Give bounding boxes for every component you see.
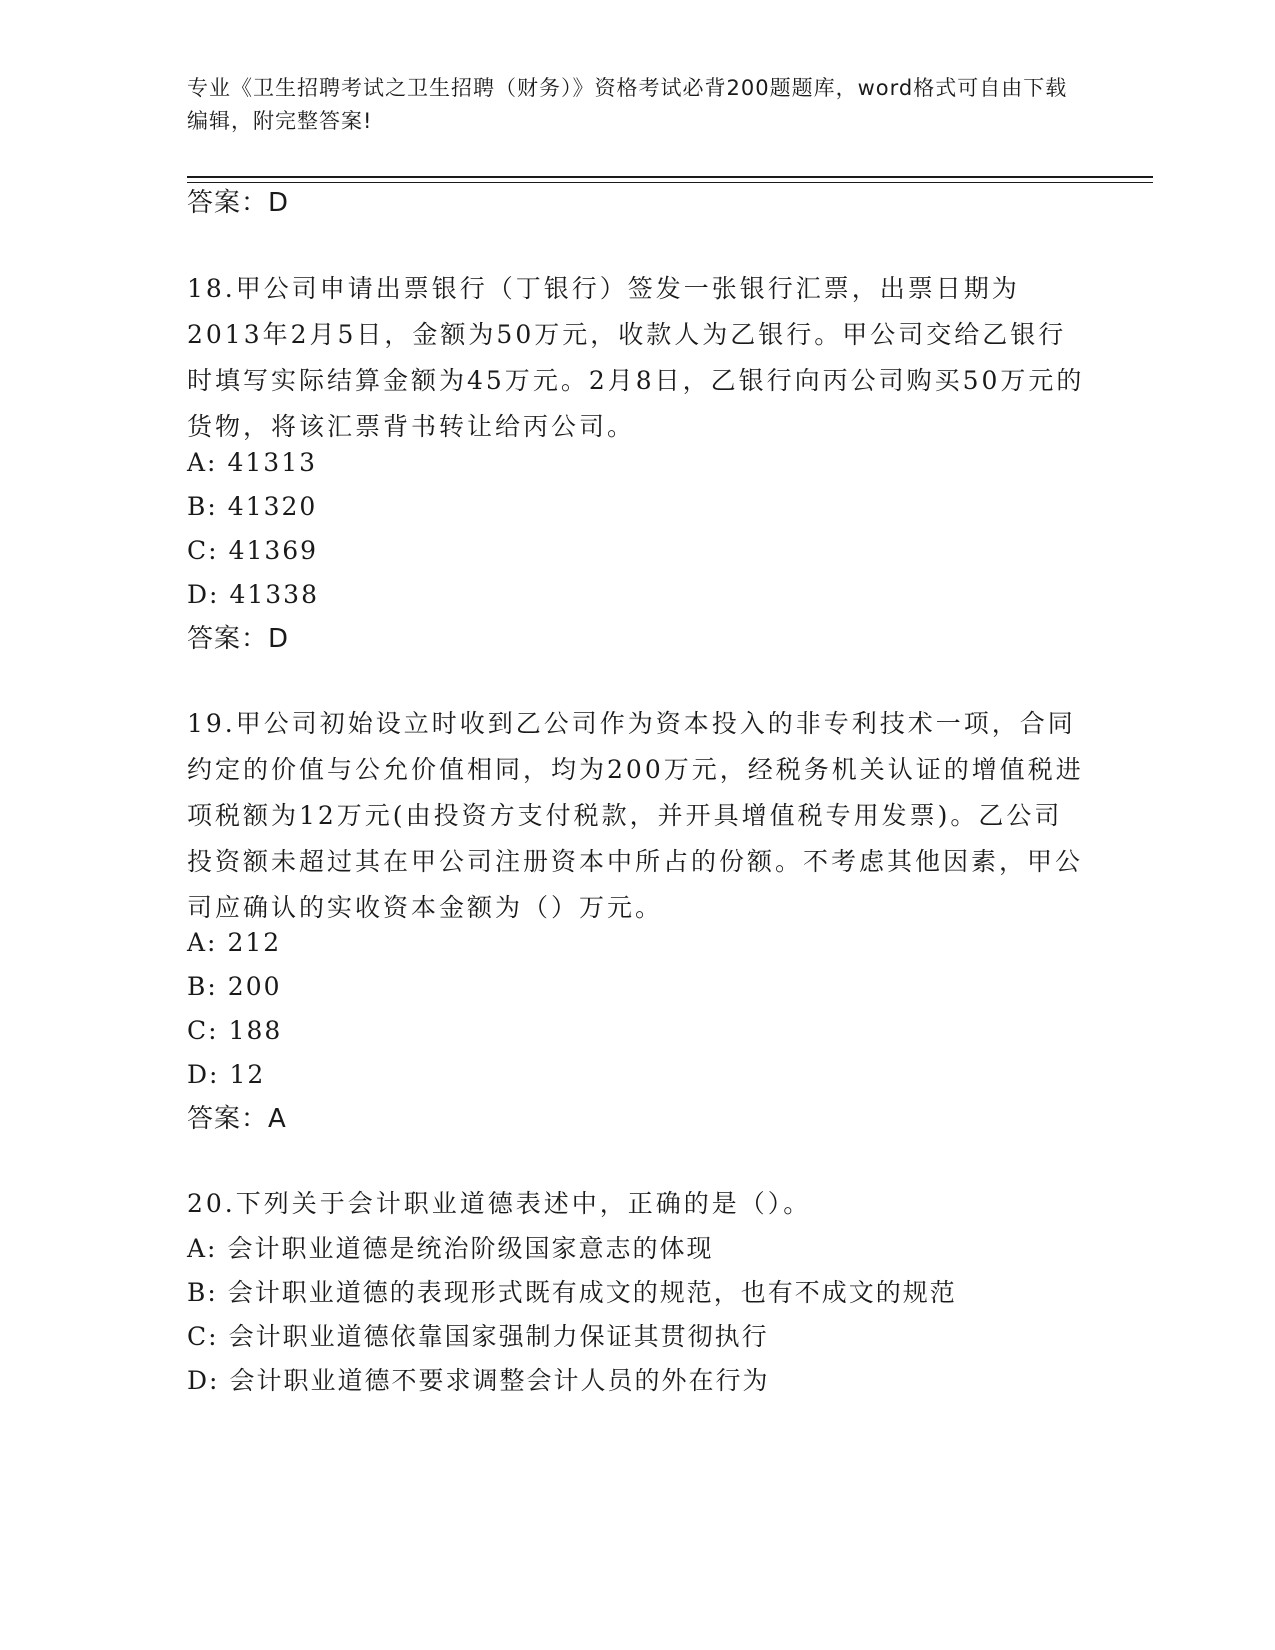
option-text: 41369 — [228, 536, 319, 565]
question-20-option-d — [187, 1364, 769, 1398]
option-text: 会计职业道德依靠国家强制力保证其贯彻执行 — [228, 1322, 769, 1351]
question-18-answer: 答案：D — [187, 624, 290, 654]
option-letter: C: — [187, 536, 219, 565]
option-text: 会计职业道德是统治阶级国家意志的体现 — [227, 1234, 714, 1263]
question-19-option-b — [187, 970, 282, 1004]
question-18-option-d — [187, 578, 319, 612]
option-letter: A: — [187, 1234, 218, 1263]
option-text: 12 — [229, 1060, 266, 1089]
option-letter: C: — [187, 1016, 219, 1045]
option-letter: B: — [187, 1278, 218, 1307]
option-text: 188 — [228, 1016, 283, 1045]
question-20-option-c — [187, 1320, 769, 1354]
question-20-option-b — [187, 1276, 957, 1310]
question-18-text: 18.甲公司申请出票银行（丁银行）签发一张银行汇票，出票日期为2013年2月5日，金额为50万元，收款人为乙银行。甲公司交给乙银行时填写实际结算金额为45万元。2月8日，乙银行向丙公司购买50万元的货物，将该汇票背书转让给丙公司。 — [187, 274, 1085, 441]
option-text: 会计职业道德的表现形式既有成文的规范，也有不成文的规范 — [227, 1278, 957, 1307]
option-letter: A: — [187, 448, 218, 477]
document-header: 专业《卫生招聘考试之卫生招聘（财务）》资格考试必背200题题库，word格式可自由下载编辑，附完整答案! — [187, 76, 1068, 133]
question-19-option-d — [187, 1058, 265, 1092]
option-text: 200 — [227, 972, 282, 1001]
option-letter: D: — [187, 1060, 220, 1089]
option-letter: B: — [187, 972, 218, 1001]
question-18-option-c — [187, 534, 318, 568]
question-19-option-c — [187, 1014, 282, 1048]
question-20-option-a — [187, 1232, 714, 1266]
answer-prev: 答案：D — [187, 188, 290, 218]
header-rule-thick — [187, 176, 1153, 178]
option-text: 41338 — [229, 580, 319, 609]
question-19-answer: 答案：A — [187, 1104, 287, 1134]
option-text: 41313 — [227, 448, 318, 477]
option-text: 会计职业道德不要求调整会计人员的外在行为 — [229, 1366, 770, 1395]
question-19-option-a — [187, 926, 281, 960]
header-rule-thin — [187, 182, 1153, 183]
question-18-option-b — [187, 490, 317, 524]
option-letter: A: — [187, 928, 218, 957]
question-20-text: 20.下列关于会计职业道德表述中，正确的是（）。 — [187, 1189, 812, 1218]
option-text: 212 — [227, 928, 282, 957]
option-letter: B: — [187, 492, 218, 521]
option-text: 41320 — [227, 492, 318, 521]
question-19-text: 19.甲公司初始设立时收到乙公司作为资本投入的非专利技术一项，合同约定的价值与公允价值相同，均为200万元，经税务机关认证的增值税进项税额为12万元(由投资方支付税款，并开具增值税专用发票)。乙公司投资额未超过其在甲公司注册资本中所占的份额。不考虑其他因素，甲公司应确认的实收资本金额为（）万元。 — [187, 709, 1084, 922]
question-18-option-a — [187, 446, 317, 480]
option-letter: D: — [187, 580, 220, 609]
option-letter: C: — [187, 1322, 219, 1351]
option-letter: D: — [187, 1366, 220, 1395]
